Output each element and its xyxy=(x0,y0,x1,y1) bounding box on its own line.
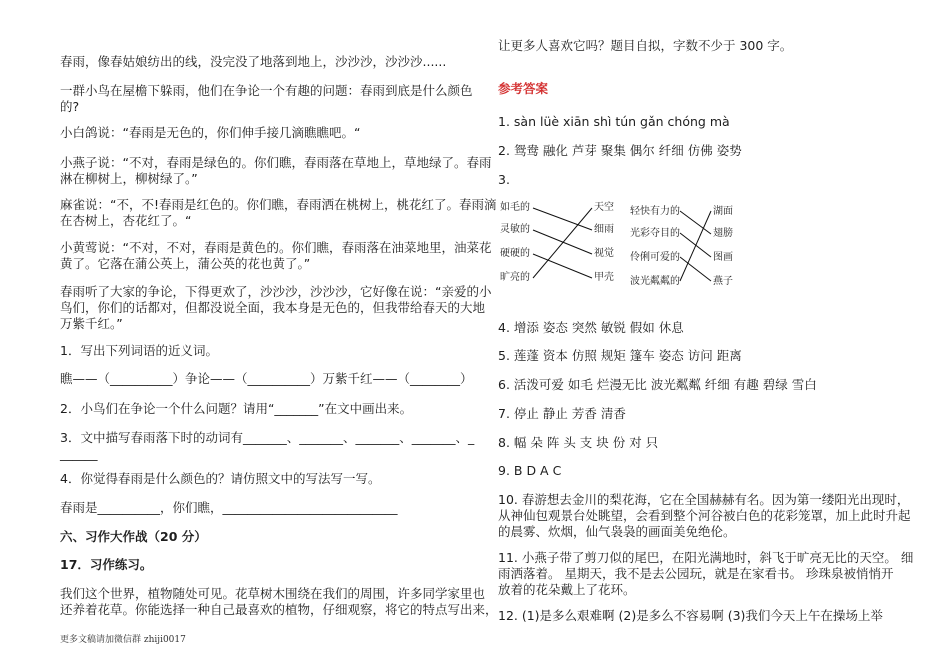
answer-4: 4. 增添 姿态 突然 敏锐 假如 休息 xyxy=(498,320,684,335)
question-1: 1．写出下列词语的近义词。 xyxy=(60,343,218,358)
passage-line: 小燕子说：“不对，春雨是绿色的。你们瞧，春雨落在草地上，草地绿了。春雨 xyxy=(60,155,492,170)
question-3: 3．文中描写春雨落下时的动词有_______、_______、_______、_______、_ xyxy=(60,430,475,445)
diagram1-left-3: 硬硬的 xyxy=(500,248,530,259)
diagram1-left-4: 旷亮的 xyxy=(500,272,530,283)
question-17: 17．习作练习。 xyxy=(60,557,153,572)
diagram1-right-4: 甲壳 xyxy=(594,272,614,283)
diagram2-right-4: 燕子 xyxy=(713,276,733,287)
section-heading: 六、习作大作战（20 分） xyxy=(60,529,207,544)
answer-6: 6. 活泼可爱 如毛 烂漫无比 波光粼粼 纤细 有趣 碧绿 雪白 xyxy=(498,377,817,392)
matching-diagram-1 xyxy=(498,196,623,288)
question-3-cont: ______ xyxy=(60,446,98,461)
answer-heading: 参考答案 xyxy=(498,81,549,96)
diagram2-left-4: 波光粼粼的 xyxy=(630,276,680,287)
question-4-blanks: 春雨是__________，你们瞧，____________________________ xyxy=(60,500,398,515)
diagram2-right-1: 湖面 xyxy=(713,206,733,217)
diagram2-link xyxy=(680,211,711,281)
answer-10-cont: 的晨雾、炊烟，仙气袅袅的画面美免绝伦。 xyxy=(498,524,736,539)
essay-prompt-line: 我们这个世界，植物随处可见。花草树木围绕在我们的周围，许多同学家里也 xyxy=(60,586,486,601)
diagram1-right-1: 天空 xyxy=(594,202,614,213)
diagram2-right-3: 图画 xyxy=(713,252,733,263)
answer-11: 11. 小燕子带了剪刀似的尾巴，在阳光满地时，斜飞于旷亮无比的天空。 细 xyxy=(498,550,914,565)
answer-10: 10. 春游想去金川的梨花海，它在全国赫赫有名。因为第一缕阳光出现时， xyxy=(498,492,910,507)
answer-1: 1. sàn lüè xiān shì tún gǎn chóng mà xyxy=(498,114,730,129)
passage-line: 万紫千红。” xyxy=(60,316,123,331)
passage-line: 淋在柳树上，柳树绿了。” xyxy=(60,171,198,186)
answer-12: 12. (1)是多么艰难啊 (2)是多么不容易啊 (3)我们今天上午在操场上举 xyxy=(498,608,883,623)
question-1-blanks: 瞧——（__________）争论——（__________）万紫千红——（________） xyxy=(60,371,473,386)
passage-line: 小白鸽说：“春雨是无色的，你们伸手接几滴瞧瞧吧。“ xyxy=(60,125,361,140)
passage-line: 鸟们，你们的话都对，但都没说全面，我本身是无色的，但我带给春天的大地 xyxy=(60,300,486,315)
essay-prompt-line: 还养着花草。你能选择一种自己最喜欢的植物，仔细观察，将它的特点写出来， xyxy=(60,602,498,617)
diagram2-left-2: 光彩夺目的 xyxy=(630,228,680,239)
diagram2-right-2: 翅膀 xyxy=(713,228,733,239)
answer-7: 7. 停止 静止 芳香 清香 xyxy=(498,406,626,421)
answer-9: 9. B D A C xyxy=(498,463,562,478)
answer-11-cont: 放着的花朵戴上了花环。 xyxy=(498,582,636,597)
answer-10-cont: 从神仙包观景台处眺望，会看到整个河谷被白色的花彩笼罩，加上此时升起 xyxy=(498,508,911,523)
passage-line: 的? xyxy=(60,99,80,114)
diagram1-right-3: 视觉 xyxy=(594,248,614,259)
answer-5: 5. 莲蓬 资本 仿照 规矩 篷车 姿态 访问 距离 xyxy=(498,348,742,363)
answer-2: 2. 鸳鸯 融化 芦芽 聚集 偶尔 纤细 仿佛 姿势 xyxy=(498,143,742,158)
question-4: 4．你觉得春雨是什么颜色的？请仿照文中的写法写一写。 xyxy=(60,471,381,486)
diagram1-link xyxy=(533,254,592,278)
answer-3: 3. xyxy=(498,172,510,187)
passage-line: 一群小鸟在屋檐下躲雨，他们在争论一个有趣的问题：春雨到底是什么颜色 xyxy=(60,83,473,98)
matching-diagram-2 xyxy=(628,196,748,291)
passage-line: 麻雀说：“不，不!春雨是红色的。你们瞧，春雨洒在桃树上，桃花红了。春雨滴 xyxy=(60,197,497,212)
passage-line: 在杏树上，杏花红了。“ xyxy=(60,213,192,228)
passage-line: 小黄莺说：“不对，不对，春雨是黄色的。你们瞧，春雨落在油菜地里，油菜花 xyxy=(60,240,492,255)
answer-8: 8. 幅 朵 阵 头 支 块 份 对 只 xyxy=(498,435,659,450)
diagram1-left-1: 如毛的 xyxy=(500,202,530,213)
passage-line: 黄了。它落在蒲公英上，蒲公英的花也黄了。” xyxy=(60,256,311,271)
passage-line: 春雨，像春姑娘纺出的线，没完没了地落到地上，沙沙沙，沙沙沙...... xyxy=(60,54,447,69)
diagram1-link xyxy=(533,230,592,254)
diagram1-right-2: 细雨 xyxy=(594,224,614,235)
question-2: 2．小鸟们在争论一个什么问题？请用“_______”在文中画出来。 xyxy=(60,401,413,416)
diagram2-left-3: 伶俐可爱的 xyxy=(630,252,680,263)
footer-note: 更多文稿请加微信群 zhiji0017 xyxy=(60,635,186,645)
diagram2-left-1: 轻快有力的 xyxy=(630,206,680,217)
answer-11-cont: 雨洒落着。 星期天，我不是去公园玩，就是在家看书。 珍珠泉被悄悄开 xyxy=(498,566,894,581)
passage-line: 春雨听了大家的争论，下得更欢了，沙沙沙，沙沙沙，它好像在说：“亲爱的小 xyxy=(60,284,492,299)
essay-prompt-line: 让更多人喜欢它吗？题目自拟，字数不少于 300 字。 xyxy=(498,38,793,53)
diagram2-link xyxy=(680,257,711,281)
diagram1-left-2: 灵敏的 xyxy=(500,224,530,235)
